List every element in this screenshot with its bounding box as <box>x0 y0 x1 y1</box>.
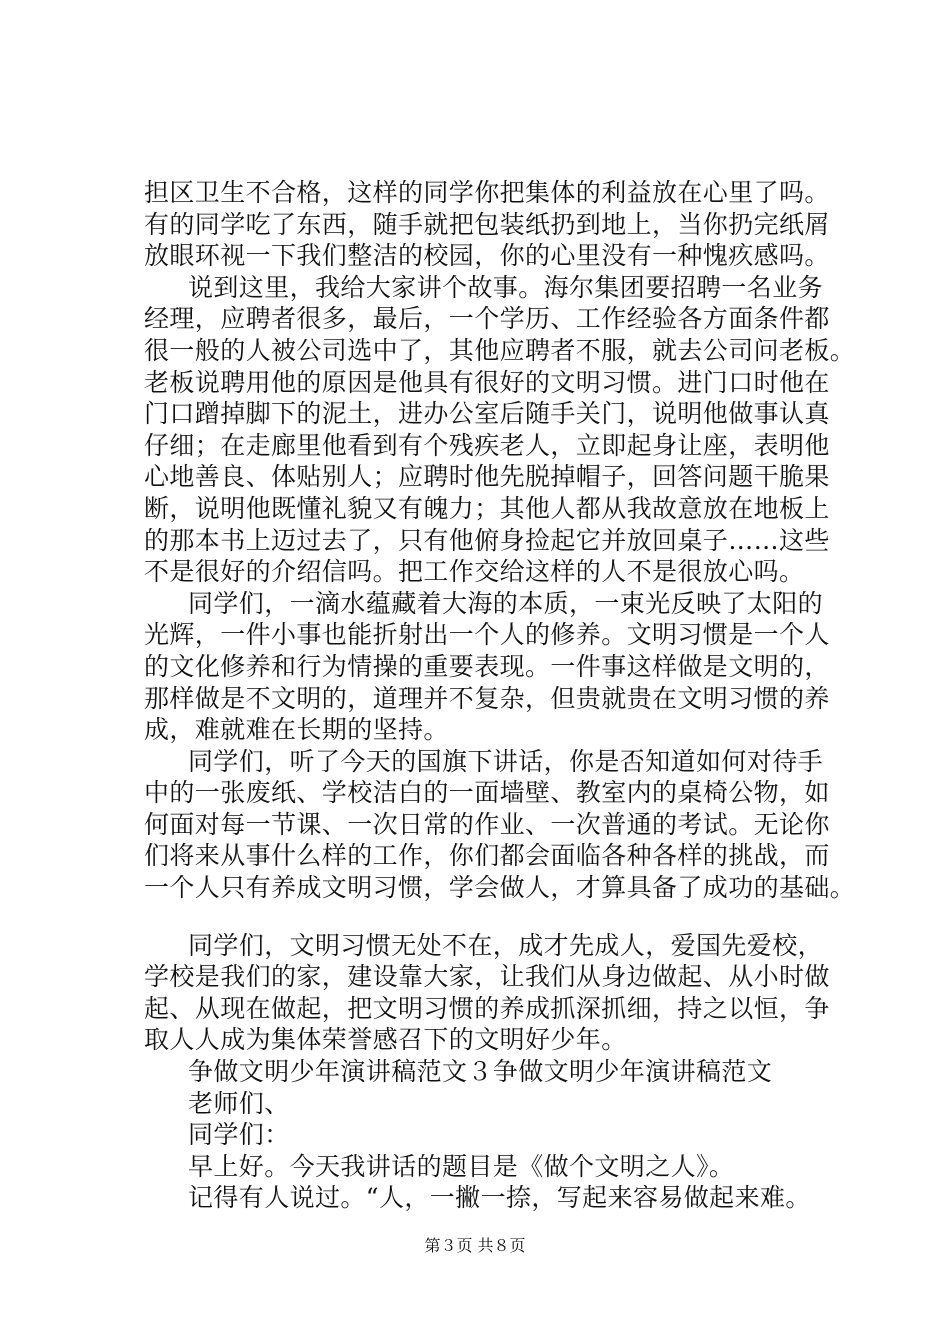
text-line: 的文化修养和行为情操的重要表现。一件事这样做是文明的， <box>144 651 830 681</box>
text-line: 不是很好的介绍信吗。把工作交给这样的人不是很放心吗。 <box>144 557 805 587</box>
salutation-line: 老师们、 <box>188 1088 290 1118</box>
paragraph-start-line: 同学们，一滴水蕴藏着大海的本质，一束光反映了太阳的 <box>188 588 824 618</box>
text-line: 心地善良、体贴别人；应聘时他先脱掉帽子，回答问题干脆果 <box>144 462 830 492</box>
text-line: 中的一张废纸、学校洁白的一面墙壁、教室内的桌椅公物，如 <box>144 778 830 808</box>
page-number-footer: 第３页 共８页 <box>424 1236 526 1255</box>
salutation-line: 同学们： <box>188 1120 290 1150</box>
text-line: 仔细；在走廊里他看到有个残疾老人，立即起身让座，表明他 <box>144 430 830 460</box>
text-line: 很一般的人被公司选中了，其他应聘者不服，就去公司问老板。 <box>144 335 856 365</box>
paragraph-start-line: 记得有人说过。“人，一撇一捺，写起来容易做起来难。 <box>188 1183 811 1213</box>
document-body <box>144 177 856 1214</box>
text-line: 那样做是不文明的，道理并不复杂，但贵就贵在文明习惯的养 <box>144 683 830 713</box>
text-line: 门口蹭掉脚下的泥土，进办公室后随手关门，说明他做事认真 <box>144 399 830 429</box>
paragraph-gap <box>144 904 844 930</box>
text-line: 经理，应聘者很多，最后，一个学历、工作经验各方面条件都 <box>144 304 830 334</box>
text-line: 担区卫生不合格，这样的同学你把集体的利益放在心里了吗。 <box>144 178 830 207</box>
text-line: 有的同学吃了东西，随手就把包装纸扔到地上，当你扔完纸屑 <box>144 209 830 239</box>
section-heading-line: 争做文明少年演讲稿范文３争做文明少年演讲稿范文 <box>188 1057 773 1087</box>
text-line: 的那本书上迈过去了，只有他俯身捡起它并放回桌子……这些 <box>144 525 830 555</box>
paragraph-start-line: 说到这里，我给大家讲个故事。海尔集团要招聘一名业务 <box>188 272 824 302</box>
text-line: 取人人成为集体荣誉感召下的文明好少年。 <box>144 1025 627 1055</box>
paragraph-start-line: 早上好。今天我讲话的题目是《做个文明之人》。 <box>188 1151 735 1181</box>
text-line: 何面对每一节课、一次日常的作业、一次普通的考试。无论你 <box>144 809 830 839</box>
text-line: 一个人只有养成文明习惯，学会做人，才算具备了成功的基础。 <box>144 873 856 903</box>
paragraph-start-line: 同学们，听了今天的国旗下讲话，你是否知道如何对待手 <box>188 746 824 776</box>
text-line: 们将来从事什么样的工作，你们都会面临各种各样的挑战，而 <box>144 841 830 871</box>
text-line: 光辉，一件小事也能折射出一个人的修养。文明习惯是一个人 <box>144 620 830 650</box>
text-line: 起、从现在做起，把文明习惯的养成抓深抓细，持之以恒，争 <box>144 993 830 1023</box>
text-line: 断，说明他既懂礼貌又有魄力；其他人都从我故意放在地板上 <box>144 493 830 523</box>
text-line: 成，难就难在长期的坚持。 <box>144 715 449 745</box>
text-line: 学校是我们的家，建设靠大家，让我们从身边做起、从小时做 <box>144 962 830 992</box>
text-line: 老板说聘用他的原因是他具有很好的文明习惯。进门口时他在 <box>144 367 830 397</box>
paragraph-start-line: 同学们，文明习惯无处不在，成才先成人，爱国先爱校， <box>188 930 824 960</box>
text-line: 放眼环视一下我们整洁的校园，你的心里没有一种愧疚感吗。 <box>144 241 830 271</box>
